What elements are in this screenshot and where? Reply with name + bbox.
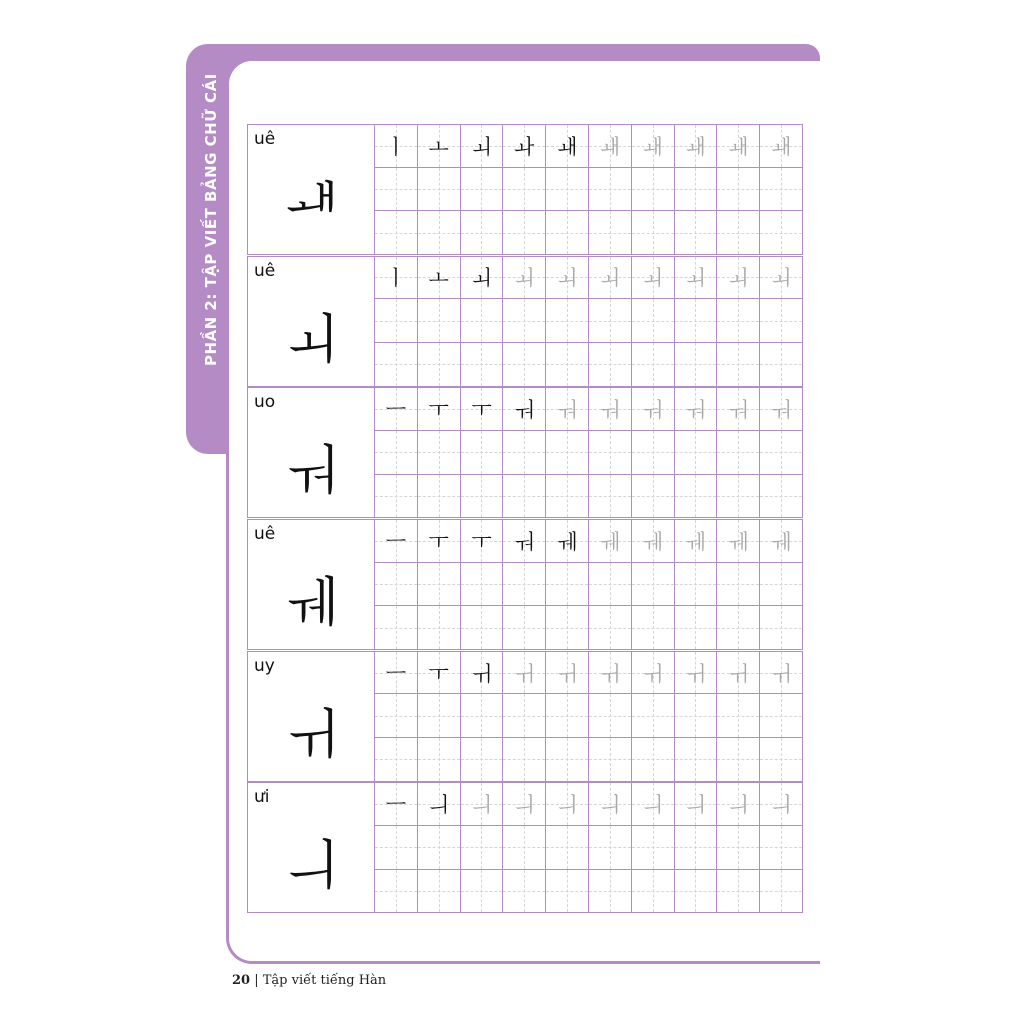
trace-character: ㅙ xyxy=(685,134,706,159)
practice-cell[interactable] xyxy=(717,826,760,870)
stroke-step: ㅘ xyxy=(514,134,535,159)
practice-cell[interactable] xyxy=(546,870,589,914)
stroke-step: ㅡ xyxy=(385,793,407,818)
practice-cell[interactable] xyxy=(717,870,760,914)
stroke-order-cell[interactable] xyxy=(418,256,461,300)
stroke-order-cell[interactable] xyxy=(717,651,760,695)
practice-cell[interactable] xyxy=(675,475,718,519)
stroke-order-cell[interactable] xyxy=(461,651,504,695)
character-label-cell xyxy=(247,387,375,518)
stroke-order-cell[interactable] xyxy=(760,387,803,431)
trace-character: ㅢ xyxy=(770,793,792,818)
stroke-order-cell[interactable] xyxy=(632,782,675,826)
model-character: ㅝ xyxy=(285,439,339,503)
practice-grid xyxy=(375,387,803,518)
stroke-step: ㅡ xyxy=(385,398,407,423)
stroke-step: ㅣ xyxy=(385,134,407,159)
practice-cell[interactable] xyxy=(375,299,418,343)
practice-cell[interactable] xyxy=(375,343,418,387)
practice-cell[interactable] xyxy=(632,826,675,870)
practice-cell[interactable] xyxy=(375,870,418,914)
book-title: Tập viết tiếng Hàn xyxy=(262,973,387,988)
stroke-order-cell[interactable] xyxy=(589,519,632,563)
romanization-text: uo xyxy=(254,392,276,413)
practice-cell[interactable] xyxy=(717,431,760,475)
practice-cell[interactable] xyxy=(546,168,589,212)
stroke-order-cell[interactable] xyxy=(760,651,803,695)
practice-cell[interactable] xyxy=(418,826,461,870)
practice-row xyxy=(247,124,803,256)
practice-cell[interactable] xyxy=(717,211,760,255)
practice-cell[interactable] xyxy=(589,475,632,519)
practice-cell[interactable] xyxy=(418,563,461,607)
trace-character: ㅢ xyxy=(728,793,749,818)
practice-cell[interactable] xyxy=(503,738,546,782)
practice-cell[interactable] xyxy=(760,738,803,782)
stroke-order-cell[interactable] xyxy=(675,782,718,826)
stroke-step: ㅡ xyxy=(385,661,407,686)
practice-cell[interactable] xyxy=(503,826,546,870)
practice-cell[interactable] xyxy=(503,475,546,519)
practice-cell[interactable] xyxy=(632,431,675,475)
practice-cell[interactable] xyxy=(461,563,504,607)
writing-practice-sheet xyxy=(247,124,803,914)
practice-cell[interactable] xyxy=(760,168,803,212)
trace-character: ㅢ xyxy=(599,793,621,818)
trace-character: ㅝ xyxy=(685,398,706,423)
stroke-order-cell[interactable] xyxy=(589,651,632,695)
practice-cell[interactable] xyxy=(589,826,632,870)
character-label-cell xyxy=(247,256,375,387)
practice-cell[interactable] xyxy=(589,211,632,255)
trace-character: ㅢ xyxy=(642,793,663,818)
character-label-cell xyxy=(247,519,375,650)
practice-cell[interactable] xyxy=(503,211,546,255)
practice-cell[interactable] xyxy=(418,168,461,212)
stroke-order-cell[interactable] xyxy=(546,519,589,563)
practice-cell[interactable] xyxy=(375,826,418,870)
character-label-cell xyxy=(247,651,375,782)
practice-cell[interactable] xyxy=(418,343,461,387)
practice-cell[interactable] xyxy=(675,563,718,607)
practice-cell[interactable] xyxy=(461,431,504,475)
stroke-order-cell[interactable] xyxy=(717,519,760,563)
practice-cell[interactable] xyxy=(632,870,675,914)
practice-cell[interactable] xyxy=(675,738,718,782)
practice-cell[interactable] xyxy=(418,606,461,650)
stroke-order-cell[interactable] xyxy=(375,387,418,431)
stroke-order-cell[interactable] xyxy=(675,124,718,168)
stroke-order-cell[interactable] xyxy=(503,782,546,826)
practice-cell[interactable] xyxy=(632,299,675,343)
practice-cell[interactable] xyxy=(675,299,718,343)
practice-cell[interactable] xyxy=(461,168,504,212)
trace-character: ㅢ xyxy=(471,793,492,818)
practice-cell[interactable] xyxy=(418,738,461,782)
practice-cell[interactable] xyxy=(461,475,504,519)
trace-character: ㅟ xyxy=(556,661,578,686)
trace-character: ㅙ xyxy=(770,134,792,159)
practice-cell[interactable] xyxy=(760,826,803,870)
stroke-step: ㅜ xyxy=(471,398,492,423)
stroke-order-cell[interactable] xyxy=(589,387,632,431)
stroke-step: ㅗ xyxy=(428,266,449,291)
practice-cell[interactable] xyxy=(760,211,803,255)
trace-character: ㅝ xyxy=(728,398,749,423)
practice-cell[interactable] xyxy=(503,299,546,343)
stroke-step: ㅝ xyxy=(514,398,535,423)
trace-character: ㅢ xyxy=(685,793,706,818)
practice-cell[interactable] xyxy=(760,299,803,343)
practice-cell[interactable] xyxy=(589,299,632,343)
romanization-text: uy xyxy=(254,655,275,676)
practice-cell[interactable] xyxy=(375,431,418,475)
practice-cell[interactable] xyxy=(589,343,632,387)
stroke-order-cell[interactable] xyxy=(375,651,418,695)
practice-cell[interactable] xyxy=(632,168,675,212)
practice-cell[interactable] xyxy=(717,343,760,387)
practice-cell[interactable] xyxy=(375,694,418,738)
footer-separator: | xyxy=(254,973,259,988)
practice-row xyxy=(247,387,803,519)
stroke-order-cell[interactable] xyxy=(461,782,504,826)
practice-cell[interactable] xyxy=(760,431,803,475)
practice-cell[interactable] xyxy=(675,826,718,870)
practice-cell[interactable] xyxy=(760,475,803,519)
practice-cell[interactable] xyxy=(675,694,718,738)
trace-character: ㅞ xyxy=(642,529,663,554)
stroke-order-cell[interactable] xyxy=(546,651,589,695)
stroke-order-cell[interactable] xyxy=(675,256,718,300)
practice-cell[interactable] xyxy=(546,563,589,607)
practice-cell[interactable] xyxy=(418,431,461,475)
trace-character: ㅙ xyxy=(599,134,621,159)
practice-cell[interactable] xyxy=(717,738,760,782)
practice-cell[interactable] xyxy=(675,431,718,475)
practice-cell[interactable] xyxy=(461,694,504,738)
practice-cell[interactable] xyxy=(675,870,718,914)
stroke-order-cell[interactable] xyxy=(503,651,546,695)
practice-cell[interactable] xyxy=(589,694,632,738)
romanization-text: uê xyxy=(254,260,276,281)
practice-cell[interactable] xyxy=(675,606,718,650)
practice-cell[interactable] xyxy=(503,431,546,475)
stroke-order-cell[interactable] xyxy=(418,387,461,431)
stroke-order-cell[interactable] xyxy=(675,387,718,431)
practice-cell[interactable] xyxy=(375,563,418,607)
practice-cell[interactable] xyxy=(632,211,675,255)
practice-cell[interactable] xyxy=(760,606,803,650)
practice-cell[interactable] xyxy=(717,606,760,650)
practice-grid xyxy=(375,256,803,387)
stroke-order-cell[interactable] xyxy=(717,387,760,431)
stroke-order-cell[interactable] xyxy=(503,519,546,563)
stroke-step: ㅜ xyxy=(428,529,449,554)
trace-character: ㅟ xyxy=(514,661,535,686)
practice-cell[interactable] xyxy=(589,431,632,475)
practice-cell[interactable] xyxy=(375,475,418,519)
character-label-cell xyxy=(247,782,375,913)
trace-character: ㅚ xyxy=(770,266,792,291)
stroke-order-cell[interactable] xyxy=(632,387,675,431)
practice-cell[interactable] xyxy=(375,211,418,255)
practice-grid xyxy=(375,651,803,782)
stroke-order-cell[interactable] xyxy=(632,256,675,300)
trace-character: ㅙ xyxy=(728,134,749,159)
stroke-order-cell[interactable] xyxy=(546,782,589,826)
practice-row xyxy=(247,519,803,651)
stroke-order-cell[interactable] xyxy=(546,387,589,431)
trace-character: ㅝ xyxy=(642,398,663,423)
trace-character: ㅟ xyxy=(599,661,621,686)
page-right-margin xyxy=(820,40,1024,1024)
stroke-step: ㅚ xyxy=(471,266,492,291)
romanization-text: ưi xyxy=(254,787,270,808)
trace-character: ㅟ xyxy=(728,661,749,686)
stroke-order-cell[interactable] xyxy=(760,782,803,826)
trace-character: ㅞ xyxy=(728,529,749,554)
stroke-step: ㅢ xyxy=(428,793,449,818)
practice-cell[interactable] xyxy=(546,211,589,255)
practice-cell[interactable] xyxy=(632,475,675,519)
practice-cell[interactable] xyxy=(717,694,760,738)
practice-cell[interactable] xyxy=(461,738,504,782)
stroke-step: ㅙ xyxy=(556,134,578,159)
stroke-order-cell[interactable] xyxy=(717,124,760,168)
trace-character: ㅞ xyxy=(685,529,706,554)
practice-cell[interactable] xyxy=(375,606,418,650)
stroke-step: ㅣ xyxy=(385,266,407,291)
practice-cell[interactable] xyxy=(546,694,589,738)
trace-character: ㅞ xyxy=(770,529,792,554)
practice-cell[interactable] xyxy=(760,563,803,607)
trace-character: ㅝ xyxy=(599,398,621,423)
stroke-order-cell[interactable] xyxy=(589,256,632,300)
practice-cell[interactable] xyxy=(589,606,632,650)
stroke-order-cell[interactable] xyxy=(503,256,546,300)
practice-cell[interactable] xyxy=(503,606,546,650)
trace-character: ㅟ xyxy=(642,661,663,686)
stroke-order-cell[interactable] xyxy=(418,124,461,168)
stroke-step: ㅗ xyxy=(428,134,449,159)
practice-cell[interactable] xyxy=(717,563,760,607)
stroke-order-cell[interactable] xyxy=(589,124,632,168)
practice-cell[interactable] xyxy=(717,475,760,519)
stroke-order-cell[interactable] xyxy=(461,256,504,300)
stroke-order-cell[interactable] xyxy=(375,124,418,168)
practice-cell[interactable] xyxy=(760,343,803,387)
stroke-order-cell[interactable] xyxy=(418,519,461,563)
practice-cell[interactable] xyxy=(632,343,675,387)
stroke-step: ㅜ xyxy=(471,529,492,554)
stroke-order-cell[interactable] xyxy=(503,387,546,431)
practice-cell[interactable] xyxy=(503,168,546,212)
stroke-order-cell[interactable] xyxy=(760,519,803,563)
trace-character: ㅞ xyxy=(599,529,621,554)
trace-character: ㅢ xyxy=(514,793,535,818)
practice-cell[interactable] xyxy=(632,563,675,607)
stroke-step: ㅚ xyxy=(471,134,492,159)
trace-character: ㅚ xyxy=(599,266,621,291)
trace-character: ㅚ xyxy=(728,266,749,291)
practice-cell[interactable] xyxy=(418,299,461,343)
stroke-step: ㅝ xyxy=(514,529,535,554)
page-footer xyxy=(232,973,386,988)
trace-character: ㅢ xyxy=(556,793,578,818)
stroke-order-cell[interactable] xyxy=(675,519,718,563)
model-character: ᅫ xyxy=(285,176,339,239)
stroke-step: ㅟ xyxy=(471,661,492,686)
practice-cell[interactable] xyxy=(418,475,461,519)
practice-cell[interactable] xyxy=(418,870,461,914)
practice-cell[interactable] xyxy=(589,870,632,914)
romanization-text: uê xyxy=(254,129,276,149)
stroke-order-cell[interactable] xyxy=(461,124,504,168)
model-character: ㅚ xyxy=(285,307,339,371)
practice-cell[interactable] xyxy=(503,563,546,607)
stroke-order-cell[interactable] xyxy=(375,519,418,563)
stroke-order-cell[interactable] xyxy=(760,256,803,300)
practice-cell[interactable] xyxy=(717,299,760,343)
romanization-text: uê xyxy=(254,524,276,544)
stroke-step: ㅡ xyxy=(385,529,407,554)
practice-cell[interactable] xyxy=(717,168,760,212)
practice-cell[interactable] xyxy=(546,343,589,387)
practice-grid xyxy=(375,519,803,650)
model-character: ㅞ xyxy=(285,571,339,634)
model-character: ㅢ xyxy=(285,834,339,898)
practice-cell[interactable] xyxy=(632,694,675,738)
trace-character: ㅝ xyxy=(556,398,578,423)
trace-character: ㅟ xyxy=(685,661,706,686)
practice-grid xyxy=(375,124,803,255)
stroke-order-cell[interactable] xyxy=(418,782,461,826)
stroke-order-cell[interactable] xyxy=(546,256,589,300)
practice-row xyxy=(247,256,803,388)
stroke-order-cell[interactable] xyxy=(418,651,461,695)
stroke-order-cell[interactable] xyxy=(632,651,675,695)
stroke-order-cell[interactable] xyxy=(461,519,504,563)
trace-character: ㅝ xyxy=(770,398,792,423)
model-character: ㅟ xyxy=(285,702,339,766)
practice-cell[interactable] xyxy=(546,738,589,782)
stroke-order-cell[interactable] xyxy=(632,124,675,168)
practice-row xyxy=(247,651,803,783)
practice-cell[interactable] xyxy=(675,343,718,387)
trace-character: ㅚ xyxy=(514,266,535,291)
stroke-order-cell[interactable] xyxy=(717,782,760,826)
practice-cell[interactable] xyxy=(461,211,504,255)
stroke-order-cell[interactable] xyxy=(675,651,718,695)
practice-cell[interactable] xyxy=(418,694,461,738)
practice-cell[interactable] xyxy=(375,168,418,212)
practice-cell[interactable] xyxy=(546,826,589,870)
practice-cell[interactable] xyxy=(461,343,504,387)
practice-cell[interactable] xyxy=(418,211,461,255)
practice-cell[interactable] xyxy=(546,475,589,519)
stroke-step: ㅜ xyxy=(428,661,449,686)
stroke-order-cell[interactable] xyxy=(546,124,589,168)
page-number: 20 xyxy=(232,973,251,988)
trace-character: ㅟ xyxy=(770,661,792,686)
practice-cell[interactable] xyxy=(760,870,803,914)
practice-cell[interactable] xyxy=(589,738,632,782)
practice-cell[interactable] xyxy=(589,563,632,607)
practice-cell[interactable] xyxy=(546,431,589,475)
stroke-order-cell[interactable] xyxy=(503,124,546,168)
section-title: PHẦN 2: TẬP VIẾT BẢNG CHỮ CÁI xyxy=(202,73,220,366)
trace-character: ㅚ xyxy=(685,266,706,291)
practice-cell[interactable] xyxy=(375,738,418,782)
practice-cell[interactable] xyxy=(461,870,504,914)
stroke-step: ㅜ xyxy=(428,398,449,423)
practice-cell[interactable] xyxy=(546,299,589,343)
practice-grid xyxy=(375,782,803,913)
practice-cell[interactable] xyxy=(503,694,546,738)
practice-cell[interactable] xyxy=(546,606,589,650)
stroke-order-cell[interactable] xyxy=(717,256,760,300)
practice-cell[interactable] xyxy=(461,299,504,343)
practice-cell[interactable] xyxy=(632,606,675,650)
stroke-order-cell[interactable] xyxy=(375,782,418,826)
stroke-order-cell[interactable] xyxy=(375,256,418,300)
practice-cell[interactable] xyxy=(589,168,632,212)
practice-cell[interactable] xyxy=(503,870,546,914)
stroke-order-cell[interactable] xyxy=(632,519,675,563)
practice-cell[interactable] xyxy=(503,343,546,387)
practice-cell[interactable] xyxy=(760,694,803,738)
practice-cell[interactable] xyxy=(461,606,504,650)
stroke-order-cell[interactable] xyxy=(760,124,803,168)
practice-cell[interactable] xyxy=(632,738,675,782)
practice-cell[interactable] xyxy=(675,168,718,212)
stroke-order-cell[interactable] xyxy=(461,387,504,431)
stroke-step: ㅞ xyxy=(556,529,578,554)
trace-character: ㅚ xyxy=(642,266,663,291)
trace-character: ㅙ xyxy=(642,134,663,159)
character-label-cell xyxy=(247,124,375,255)
stroke-order-cell[interactable] xyxy=(589,782,632,826)
practice-cell[interactable] xyxy=(675,211,718,255)
trace-character: ㅚ xyxy=(556,266,578,291)
practice-row xyxy=(247,782,803,914)
practice-cell[interactable] xyxy=(461,826,504,870)
